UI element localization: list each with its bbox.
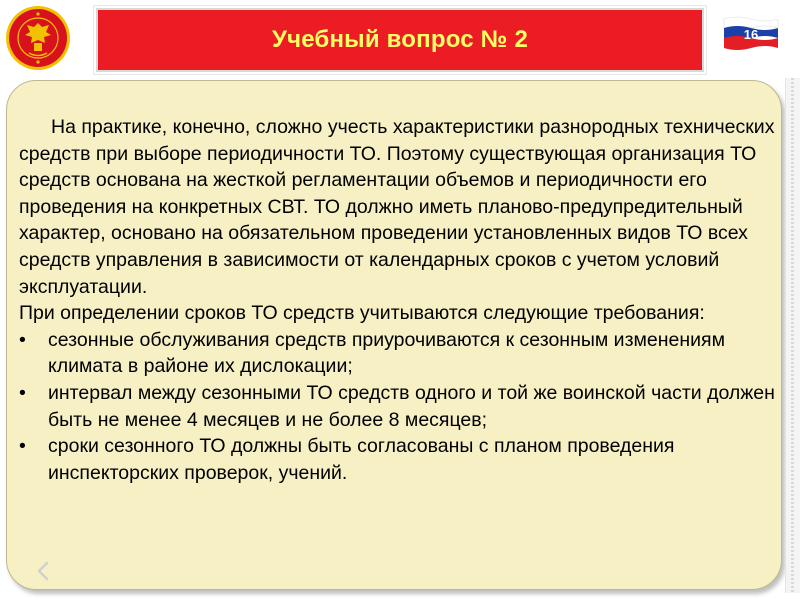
- list-item: [19, 327, 777, 380]
- list-item-text: сезонные обслуживания средств приурочиваются к сезонным изменениям климата в районе их дислокации;: [48, 328, 725, 378]
- content-body: [19, 114, 777, 486]
- scrollbar[interactable]: [785, 78, 800, 593]
- title-banner: [96, 8, 704, 72]
- requirements-intro: При определении сроков ТО средств учитываются следующие требования:: [19, 302, 705, 325]
- bullet-icon: •: [19, 381, 26, 404]
- military-department-emblem-icon: [5, 5, 71, 71]
- scrollbar-grip[interactable]: [791, 78, 794, 593]
- content-card: [6, 80, 782, 590]
- list-item-text: сроки сезонного ТО должны быть согласованы с планом проведения инспекторских проверок, учений.: [48, 435, 675, 484]
- slide-title: Учебный вопрос № 2: [271, 26, 529, 53]
- bullet-icon: •: [19, 435, 26, 458]
- list-item: [19, 380, 777, 433]
- intro-paragraph: На практике, конечно, сложно учесть характеристики разнородных технических средств при выборе периодичности ТО. Поэтому существующая организация ТО средств основана на жесткой регламентации объемов и периодичности его проведения на конкретных СВТ. ТО должно иметь планово-предупредительный характер, основано на обязательном проведении установленных видов ТО всех средств управления в зависимости от календарных сроков с учетом условий эксплуатации.: [19, 116, 775, 298]
- list-item: [19, 433, 777, 486]
- previous-slide-arrow-icon[interactable]: [36, 561, 50, 581]
- slide-number: 16: [743, 27, 759, 42]
- bullet-icon: •: [19, 328, 26, 351]
- list-item-text: интервал между сезонными ТО средств одного и той же воинской части должен быть не менее 4 месяцев и не более 8 месяцев;: [48, 381, 775, 431]
- requirements-list: [19, 327, 777, 487]
